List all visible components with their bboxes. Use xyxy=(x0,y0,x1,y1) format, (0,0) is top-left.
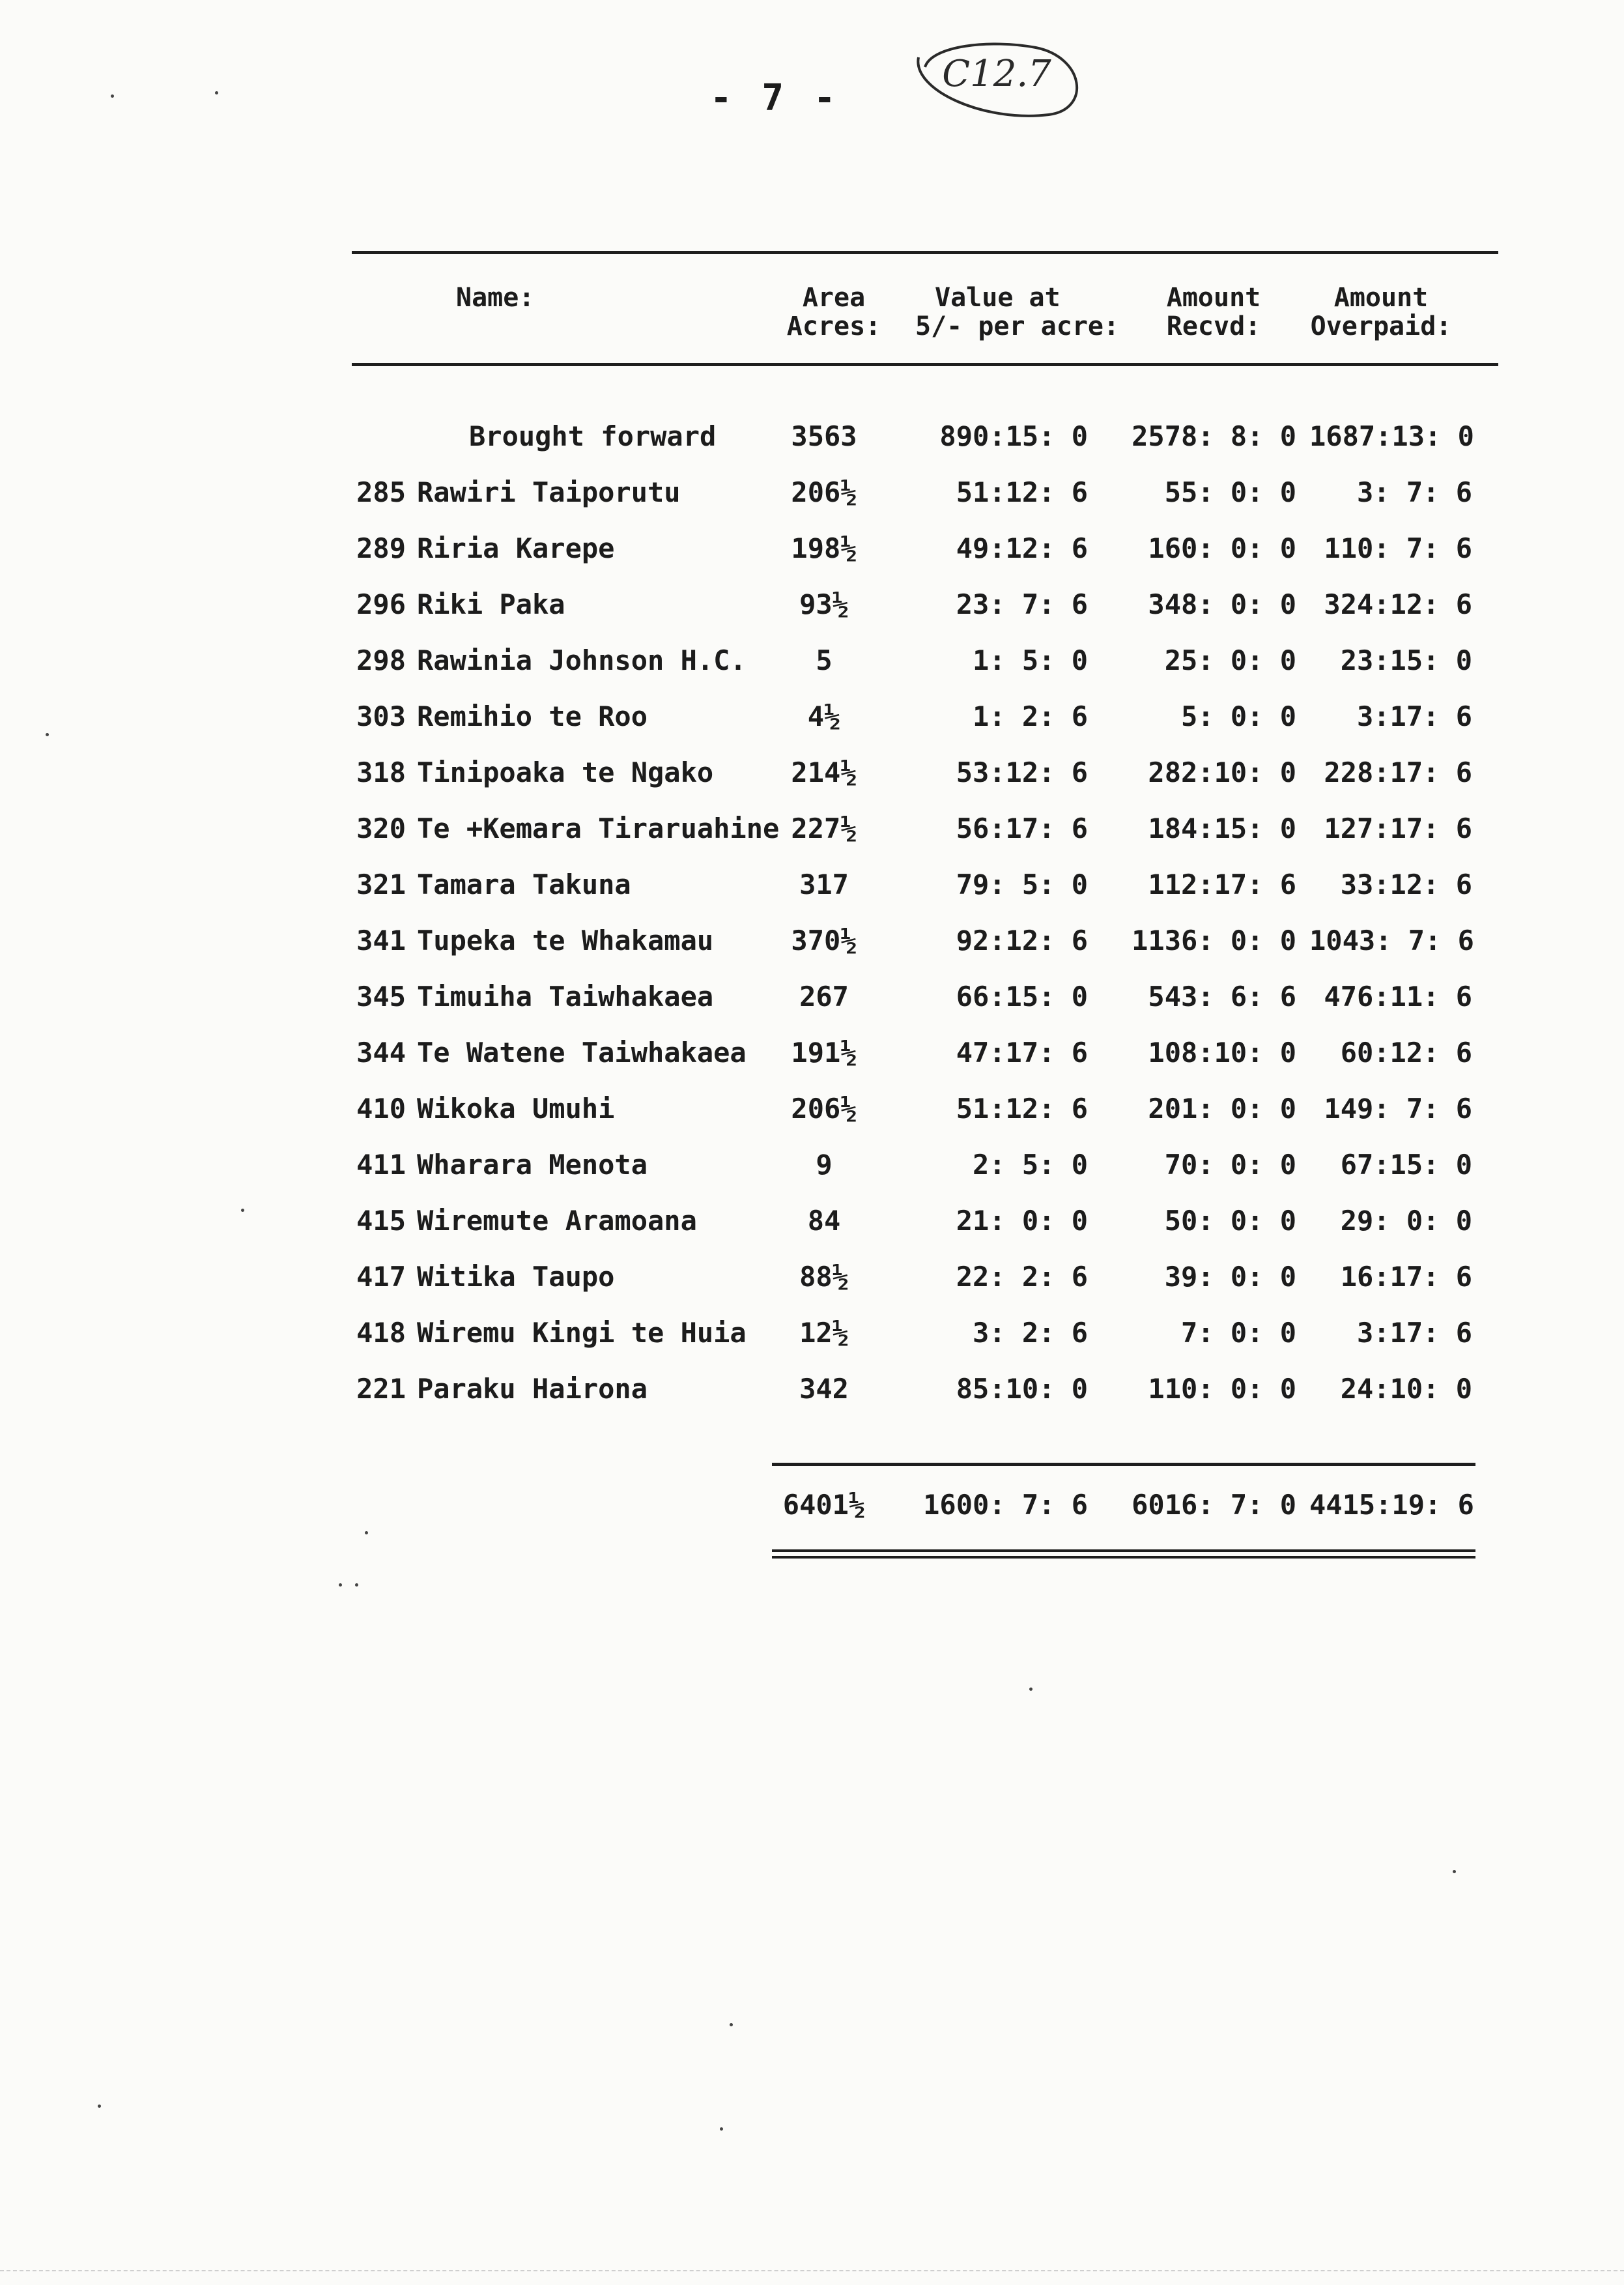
header-overpaid: Amount Overpaid: xyxy=(1310,283,1452,341)
table-row xyxy=(0,1317,1624,1373)
table-row xyxy=(0,869,1624,925)
row-overpaid: 67:15: 0 xyxy=(1340,1149,1472,1181)
row-name: Witika Taupo xyxy=(417,1261,615,1293)
row-number: 318 xyxy=(356,756,406,788)
total-area: 6401½ xyxy=(782,1489,866,1521)
row-value: 51:12: 6 xyxy=(956,1093,1088,1125)
row-overpaid: 110: 7: 6 xyxy=(1324,532,1472,564)
table-row xyxy=(0,1149,1624,1205)
row-name: Riki Paka xyxy=(417,588,565,620)
row-overpaid: 3:17: 6 xyxy=(1356,700,1472,732)
header-bottom-rule xyxy=(352,363,1498,366)
row-received: 282:10: 0 xyxy=(1148,756,1296,788)
row-area: 214½ xyxy=(791,756,857,788)
table-row xyxy=(0,588,1624,644)
table-row xyxy=(0,644,1624,700)
row-name: Tinipoaka te Ngako xyxy=(417,756,714,788)
row-name: Tupeka te Whakamau xyxy=(417,925,714,956)
row-number: 303 xyxy=(356,700,406,732)
row-received: 543: 6: 6 xyxy=(1148,981,1296,1013)
row-number: 289 xyxy=(356,532,406,564)
row-name: Wikoka Umuhi xyxy=(417,1093,615,1125)
row-name: Rawiri Taiporutu xyxy=(417,476,681,508)
row-area: 12½ xyxy=(799,1317,849,1349)
row-value: 3: 2: 6 xyxy=(972,1317,1088,1349)
row-name: Tamara Takuna xyxy=(417,869,631,900)
row-area: 227½ xyxy=(791,812,857,844)
row-number: 320 xyxy=(356,812,406,844)
row-overpaid: 149: 7: 6 xyxy=(1324,1093,1472,1125)
row-overpaid: 16:17: 6 xyxy=(1340,1261,1472,1293)
row-overpaid: 3: 7: 6 xyxy=(1356,476,1472,508)
row-number: 411 xyxy=(356,1149,406,1181)
header-received: Amount Recvd: xyxy=(1166,283,1261,341)
row-value: 85:10: 0 xyxy=(956,1373,1088,1405)
row-overpaid: 476:11: 6 xyxy=(1324,981,1472,1013)
row-overpaid: 324:12: 6 xyxy=(1324,588,1472,620)
row-value: 47:17: 6 xyxy=(956,1037,1088,1069)
header-top-rule xyxy=(352,251,1498,254)
row-value: 66:15: 0 xyxy=(956,981,1088,1013)
brought-forward-value: 890:15: 0 xyxy=(939,420,1088,452)
row-overpaid: 33:12: 6 xyxy=(1340,869,1472,900)
row-value: 23: 7: 6 xyxy=(956,588,1088,620)
row-value: 56:17: 6 xyxy=(956,812,1088,844)
row-name: Te +Kemara Tiraruahine xyxy=(417,812,780,844)
row-received: 108:10: 0 xyxy=(1148,1037,1296,1069)
row-area: 206½ xyxy=(791,476,857,508)
header-name: Name: xyxy=(456,283,535,313)
row-area: 206½ xyxy=(791,1093,857,1125)
brought-forward-label: Brought forward xyxy=(469,420,717,452)
scan-speck xyxy=(339,1583,342,1587)
row-area: 93½ xyxy=(799,588,849,620)
row-name: Paraku Hairona xyxy=(417,1373,648,1405)
row-number: 345 xyxy=(356,981,406,1013)
row-number: 417 xyxy=(356,1261,406,1293)
row-value: 1: 2: 6 xyxy=(972,700,1088,732)
row-received: 1136: 0: 0 xyxy=(1132,925,1296,956)
table-row xyxy=(0,700,1624,756)
row-overpaid: 24:10: 0 xyxy=(1340,1373,1472,1405)
row-value: 22: 2: 6 xyxy=(956,1261,1088,1293)
table-row xyxy=(0,532,1624,588)
row-name: Wiremu Kingi te Huia xyxy=(417,1317,747,1349)
row-area: 198½ xyxy=(791,532,857,564)
table-row xyxy=(0,476,1624,532)
header-value: Value at 5/- per acre: xyxy=(915,283,1120,341)
row-number: 321 xyxy=(356,869,406,900)
row-name: Riria Karepe xyxy=(417,532,615,564)
table-row xyxy=(0,1205,1624,1261)
row-area: 317 xyxy=(799,869,849,900)
scan-edge-line xyxy=(0,2270,1624,2272)
row-overpaid: 23:15: 0 xyxy=(1340,644,1472,676)
header-area: Area Acres: xyxy=(786,283,881,341)
row-number: 285 xyxy=(356,476,406,508)
row-value: 2: 5: 0 xyxy=(972,1149,1088,1181)
table-row xyxy=(0,925,1624,981)
page-number: - 7 - xyxy=(710,77,840,119)
row-number: 410 xyxy=(356,1093,406,1125)
row-number: 415 xyxy=(356,1205,406,1237)
table-row xyxy=(0,1093,1624,1149)
table-row xyxy=(0,1261,1624,1317)
row-value: 49:12: 6 xyxy=(956,532,1088,564)
row-value: 21: 0: 0 xyxy=(956,1205,1088,1237)
row-overpaid: 127:17: 6 xyxy=(1324,812,1472,844)
table-row xyxy=(0,756,1624,812)
row-number: 418 xyxy=(356,1317,406,1349)
row-value: 51:12: 6 xyxy=(956,476,1088,508)
scan-speck xyxy=(111,94,114,98)
row-name: Timuiha Taiwhakaea xyxy=(417,981,714,1013)
row-area: 191½ xyxy=(791,1037,857,1069)
row-number: 221 xyxy=(356,1373,406,1405)
scan-speck xyxy=(1453,1870,1456,1873)
brought-forward-area: 3563 xyxy=(791,420,857,452)
row-received: 25: 0: 0 xyxy=(1164,644,1296,676)
row-area: 4½ xyxy=(807,700,841,732)
row-overpaid: 29: 0: 0 xyxy=(1340,1205,1472,1237)
row-area: 342 xyxy=(799,1373,849,1405)
row-received: 110: 0: 0 xyxy=(1148,1373,1296,1405)
row-received: 5: 0: 0 xyxy=(1180,700,1296,732)
totals-double-rule-2 xyxy=(772,1556,1475,1559)
row-value: 1: 5: 0 xyxy=(972,644,1088,676)
table-row xyxy=(0,812,1624,869)
totals-double-rule-1 xyxy=(772,1549,1475,1552)
scan-speck xyxy=(730,2023,733,2026)
row-value: 92:12: 6 xyxy=(956,925,1088,956)
row-received: 7: 0: 0 xyxy=(1180,1317,1296,1349)
scan-speck xyxy=(1029,1688,1033,1691)
row-overpaid: 1043: 7: 6 xyxy=(1309,925,1474,956)
row-received: 184:15: 0 xyxy=(1148,812,1296,844)
row-name: Rawinia Johnson H.C. xyxy=(417,644,747,676)
row-received: 201: 0: 0 xyxy=(1148,1093,1296,1125)
row-received: 39: 0: 0 xyxy=(1164,1261,1296,1293)
scan-speck xyxy=(355,1583,358,1587)
row-received: 50: 0: 0 xyxy=(1164,1205,1296,1237)
row-name: Wiremute Aramoana xyxy=(417,1205,697,1237)
table-row xyxy=(0,1373,1624,1429)
brought-forward-received: 2578: 8: 0 xyxy=(1132,420,1296,452)
row-overpaid: 228:17: 6 xyxy=(1324,756,1472,788)
row-overpaid: 60:12: 6 xyxy=(1340,1037,1472,1069)
archive-reference-stamp xyxy=(905,31,1088,129)
row-number: 341 xyxy=(356,925,406,956)
row-name: Wharara Menota xyxy=(417,1149,648,1181)
row-name: Remihio te Roo xyxy=(417,700,648,732)
scan-speck xyxy=(720,2127,723,2131)
row-received: 160: 0: 0 xyxy=(1148,532,1296,564)
brought-forward-overpaid: 1687:13: 0 xyxy=(1309,420,1474,452)
row-value: 79: 5: 0 xyxy=(956,869,1088,900)
row-area: 84 xyxy=(807,1205,841,1237)
totals-row xyxy=(0,1489,1624,1545)
table-row xyxy=(0,1037,1624,1093)
row-number: 298 xyxy=(356,644,406,676)
row-number: 296 xyxy=(356,588,406,620)
brought-forward-row xyxy=(0,420,1624,476)
row-overpaid: 3:17: 6 xyxy=(1356,1317,1472,1349)
row-area: 370½ xyxy=(791,925,857,956)
row-received: 112:17: 6 xyxy=(1148,869,1296,900)
scan-speck xyxy=(241,1209,244,1212)
scan-speck xyxy=(98,2105,101,2108)
row-name: Te Watene Taiwhakaea xyxy=(417,1037,747,1069)
archive-reference-text: C12.7 xyxy=(942,52,1051,95)
row-received: 55: 0: 0 xyxy=(1164,476,1296,508)
table-row xyxy=(0,981,1624,1037)
row-area: 88½ xyxy=(799,1261,849,1293)
totals-top-rule xyxy=(772,1463,1475,1466)
scan-speck xyxy=(215,91,218,94)
row-area: 5 xyxy=(816,644,833,676)
row-area: 9 xyxy=(816,1149,833,1181)
row-received: 70: 0: 0 xyxy=(1164,1149,1296,1181)
total-value: 1600: 7: 6 xyxy=(923,1489,1088,1521)
row-number: 344 xyxy=(356,1037,406,1069)
row-received: 348: 0: 0 xyxy=(1148,588,1296,620)
row-area: 267 xyxy=(799,981,849,1013)
scan-speck xyxy=(46,733,49,736)
total-received: 6016: 7: 0 xyxy=(1132,1489,1296,1521)
row-value: 53:12: 6 xyxy=(956,756,1088,788)
scan-speck xyxy=(365,1531,368,1534)
total-overpaid: 4415:19: 6 xyxy=(1309,1489,1474,1521)
